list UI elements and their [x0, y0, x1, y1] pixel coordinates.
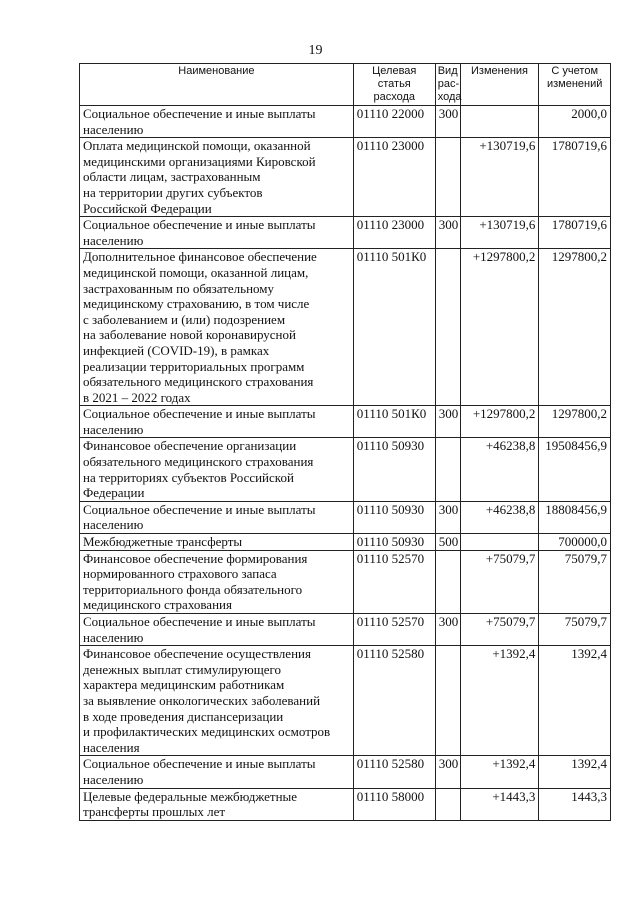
row-code: 01110 52570 — [353, 614, 435, 646]
table-row — [80, 249, 611, 406]
row-name-line: Федерации — [83, 485, 145, 501]
row-type — [435, 788, 460, 820]
row-code: 01110 501К0 — [353, 406, 435, 438]
row-total: 75079,7 — [539, 614, 611, 646]
row-change: +1392,4 — [460, 646, 539, 756]
row-type: 300 — [435, 406, 460, 438]
row-total: 1297800,2 — [539, 406, 611, 438]
row-name-line: населению — [83, 771, 144, 787]
row-name-line: Финансовое обеспечение формирования — [83, 550, 308, 566]
table-row — [80, 614, 611, 646]
header-type-line: рас- — [437, 78, 460, 90]
table-row — [80, 217, 611, 249]
header-code-line: Целевая — [372, 65, 417, 77]
row-name-line: Оплата медицинской помощи, оказанной — [83, 138, 311, 154]
row-name — [80, 614, 354, 646]
row-type — [435, 646, 460, 756]
row-name-line: характера медицинским работникам — [83, 677, 285, 693]
header-type-line: Вид — [437, 65, 458, 77]
row-name — [80, 646, 354, 756]
row-name-line: Социальное обеспечение и иные выплаты — [83, 406, 316, 422]
row-name-line: области лицам, застрахованным — [83, 169, 261, 185]
row-code: 01110 501К0 — [353, 249, 435, 406]
row-name-line: реализации территориальных программ — [83, 358, 305, 374]
header-type-line: хода — [437, 91, 462, 103]
row-name-line: населению — [83, 232, 144, 248]
table-row — [80, 438, 611, 501]
row-total: 1392,4 — [539, 756, 611, 788]
row-name — [80, 138, 354, 217]
row-name-line: обязательного медицинского страхования — [83, 374, 314, 390]
row-total: 1297800,2 — [539, 249, 611, 406]
row-total: 19508456,9 — [539, 438, 611, 501]
row-change: +1297800,2 — [460, 406, 539, 438]
row-name-line: инфекцией (COVID-19), в рамках — [83, 342, 270, 358]
header-code-line: расхода — [373, 91, 416, 103]
row-name — [80, 217, 354, 249]
row-name — [80, 788, 354, 820]
row-name-line: в ходе проведения диспансеризации — [83, 708, 284, 724]
row-name-line: медицинскими организациями Кировской — [83, 153, 316, 169]
row-type: 300 — [435, 614, 460, 646]
row-code: 01110 50930 — [353, 534, 435, 551]
row-code: 01110 22000 — [353, 106, 435, 138]
header-total-line: С учетом — [551, 65, 598, 77]
row-change: +1392,4 — [460, 756, 539, 788]
row-total: 700000,0 — [539, 534, 611, 551]
row-name — [80, 501, 354, 533]
row-change: +1443,3 — [460, 788, 539, 820]
row-name-line: застрахованным по обязательному — [83, 280, 275, 296]
row-change: +75079,7 — [460, 614, 539, 646]
row-code: 01110 52580 — [353, 646, 435, 756]
header-code — [353, 64, 435, 106]
row-name-line: населения — [83, 739, 140, 755]
row-name-line: и профилактических медицинских осмотров — [83, 724, 331, 740]
row-name — [80, 534, 354, 551]
header-total — [539, 64, 611, 106]
row-name — [80, 106, 354, 138]
row-code: 01110 23000 — [353, 217, 435, 249]
table-row — [80, 406, 611, 438]
row-change: +46238,8 — [460, 438, 539, 501]
table-row — [80, 106, 611, 138]
table-row — [80, 756, 611, 788]
table-row — [80, 138, 611, 217]
table-row — [80, 788, 611, 820]
row-type — [435, 438, 460, 501]
row-change: +130719,6 — [460, 217, 539, 249]
table-header-row — [80, 64, 611, 106]
row-name-line: медицинской помощи, оказанной лицам, — [83, 264, 309, 280]
row-change: +130719,6 — [460, 138, 539, 217]
row-type: 300 — [435, 217, 460, 249]
row-name-line: населению — [83, 629, 144, 645]
header-change: Изменения — [460, 64, 539, 106]
row-name — [80, 438, 354, 501]
row-type: 300 — [435, 501, 460, 533]
row-name-line: Социальное обеспечение и иные выплаты — [83, 614, 316, 629]
row-total: 2000,0 — [539, 106, 611, 138]
row-name-line: Финансовое обеспечение организации — [83, 438, 297, 454]
table-row — [80, 501, 611, 533]
row-code: 01110 52580 — [353, 756, 435, 788]
row-name-line: населению — [83, 421, 144, 437]
row-change: +1297800,2 — [460, 249, 539, 406]
row-name-line: на территориях субъектов Российской — [83, 469, 294, 485]
row-code: 01110 50930 — [353, 501, 435, 533]
row-total: 1392,4 — [539, 646, 611, 756]
row-name-line: за выявление онкологических заболеваний — [83, 692, 321, 708]
row-name-line: Российской Федерации — [83, 200, 212, 216]
row-name — [80, 756, 354, 788]
row-change — [460, 534, 539, 551]
row-name-line: трансферты прошлых лет — [83, 804, 226, 820]
row-name-line: населению — [83, 121, 144, 137]
header-name: Наименование — [80, 64, 354, 106]
row-name-line: Социальное обеспечение и иные выплаты — [83, 106, 316, 121]
row-name-line: на заболевание новой коронавирусной — [83, 327, 296, 343]
row-name — [80, 249, 354, 406]
row-type: 500 — [435, 534, 460, 551]
row-total: 1780719,6 — [539, 138, 611, 217]
row-name-line: территориального фонда обязательного — [83, 581, 303, 597]
row-change — [460, 106, 539, 138]
table-row — [80, 646, 611, 756]
row-name-line: медицинскому страхованию, в том числе — [83, 296, 310, 312]
header-type — [435, 64, 460, 106]
row-name-line: Дополнительное финансовое обеспечение — [83, 249, 317, 265]
page-number: 19 — [308, 43, 323, 58]
row-name-line: денежных выплат стимулирующего — [83, 661, 282, 677]
row-total: 75079,7 — [539, 550, 611, 613]
row-name-line: на территории других субъектов — [83, 184, 263, 200]
row-type — [435, 550, 460, 613]
row-name-line: Социальное обеспечение и иные выплаты — [83, 756, 316, 772]
row-name — [80, 406, 354, 438]
row-type — [435, 138, 460, 217]
row-code: 01110 50930 — [353, 438, 435, 501]
budget-table — [79, 63, 611, 821]
table-row — [80, 534, 611, 551]
row-name-line: Межбюджетные трансферты — [83, 534, 243, 550]
row-name-line: обязательного медицинского страхования — [83, 454, 314, 470]
row-total: 18808456,9 — [539, 501, 611, 533]
row-name-line: населению — [83, 517, 144, 533]
row-name-line: медицинского страхования — [83, 597, 232, 613]
row-code: 01110 52570 — [353, 550, 435, 613]
row-name-line: в 2021 – 2022 годах — [83, 389, 191, 405]
row-code: 01110 23000 — [353, 138, 435, 217]
row-name-line: нормированного страхового запаса — [83, 566, 277, 582]
row-name-line: с заболеванием и (или) подозрением — [83, 311, 286, 327]
table-row — [80, 550, 611, 613]
row-name-line: Социальное обеспечение и иные выплаты — [83, 501, 316, 517]
row-type: 300 — [435, 756, 460, 788]
row-name-line: Целевые федеральные межбюджетные — [83, 788, 298, 804]
row-code: 01110 58000 — [353, 788, 435, 820]
row-type: 300 — [435, 106, 460, 138]
row-name-line: Финансовое обеспечение осуществления — [83, 646, 311, 662]
row-type — [435, 249, 460, 406]
table-body — [80, 106, 611, 821]
row-total: 1443,3 — [539, 788, 611, 820]
row-name-line: Социальное обеспечение и иные выплаты — [83, 217, 316, 233]
header-total-line: изменений — [546, 78, 603, 90]
row-change: +46238,8 — [460, 501, 539, 533]
row-change: +75079,7 — [460, 550, 539, 613]
row-name — [80, 550, 354, 613]
header-code-line: статья — [377, 78, 411, 90]
row-total: 1780719,6 — [539, 217, 611, 249]
